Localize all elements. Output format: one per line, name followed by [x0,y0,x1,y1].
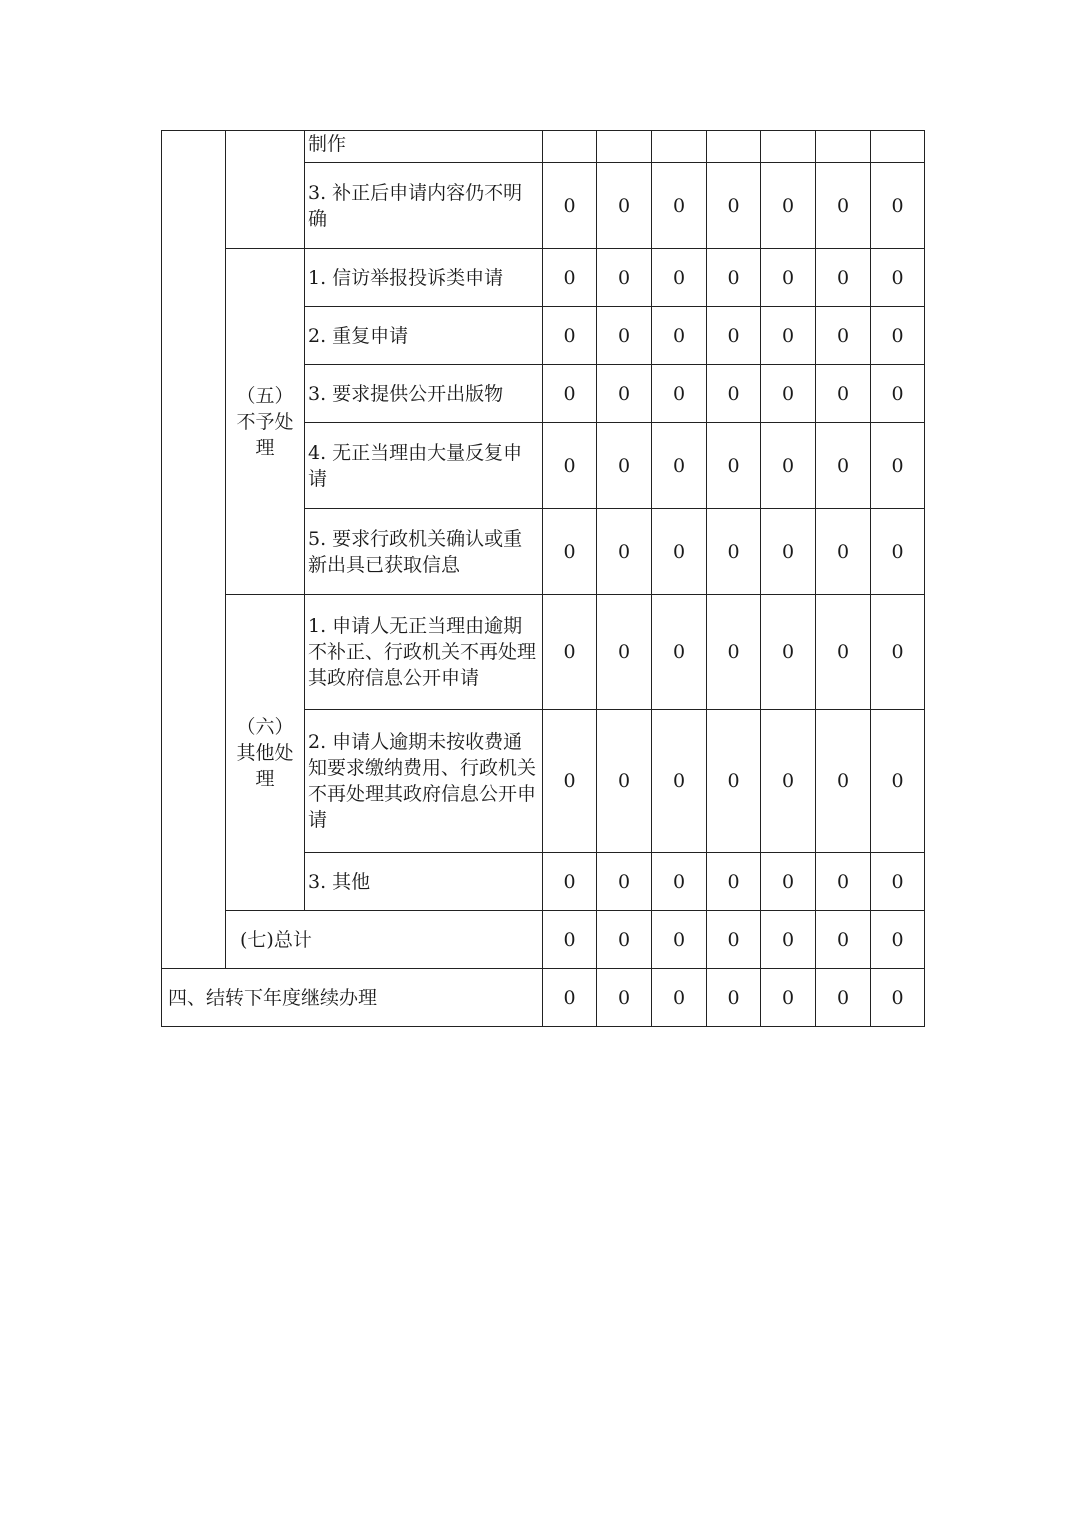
value-cell: 0 [761,163,816,249]
value-cell [761,131,816,163]
value-cell: 0 [761,509,816,595]
value-cell: 0 [816,163,871,249]
group-label-line: 理 [255,767,275,790]
value-cell: 0 [761,911,816,969]
row-label: 制作 [305,131,543,163]
value-cell: 0 [597,423,652,509]
value-cell: 0 [597,969,652,1027]
value-cell: 0 [761,595,816,710]
value-cell: 0 [761,365,816,423]
value-cell: 0 [707,911,761,969]
table-row [162,249,925,307]
value-cell: 0 [707,163,761,249]
value-cell: 0 [597,595,652,710]
value-cell [871,131,925,163]
value-cell: 0 [597,307,652,365]
value-cell: 0 [871,969,925,1027]
value-cell: 0 [597,509,652,595]
value-cell: 0 [597,365,652,423]
value-cell: 0 [543,249,597,307]
value-cell: 0 [652,595,707,710]
value-cell: 0 [543,509,597,595]
value-cell: 0 [597,911,652,969]
value-cell: 0 [871,710,925,853]
value-cell: 0 [652,307,707,365]
value-cell [816,131,871,163]
group-label-liu [226,595,305,911]
value-cell: 0 [543,710,597,853]
value-cell: 0 [871,423,925,509]
value-cell: 0 [816,710,871,853]
value-cell: 0 [871,911,925,969]
value-cell: 0 [871,163,925,249]
value-cell [597,131,652,163]
carryover-label: 四、结转下年度继续办理 [162,969,543,1027]
row-label: 4. 无正当理由大量反复申请 [305,423,543,509]
value-cell: 0 [543,853,597,911]
value-cell: 0 [871,307,925,365]
value-cell: 0 [543,595,597,710]
value-cell: 0 [707,853,761,911]
value-cell: 0 [871,853,925,911]
value-cell: 0 [816,911,871,969]
group-label-line: 理 [255,436,275,459]
value-cell: 0 [652,710,707,853]
table-row [162,969,925,1027]
row-label: 2. 申请人逾期未按收费通知要求缴纳费用、行政机关不再处理其政府信息公开申请 [305,710,543,853]
value-cell [543,131,597,163]
value-cell: 0 [707,249,761,307]
value-cell: 0 [816,969,871,1027]
value-cell: 0 [761,969,816,1027]
value-cell: 0 [543,911,597,969]
value-cell: 0 [652,249,707,307]
value-cell: 0 [871,249,925,307]
value-cell: 0 [871,509,925,595]
row-label: 2. 重复申请 [305,307,543,365]
value-cell: 0 [761,423,816,509]
value-cell: 0 [816,509,871,595]
statistics-table [161,130,925,1027]
value-cell: 0 [597,163,652,249]
value-cell: 0 [652,911,707,969]
value-cell: 0 [816,307,871,365]
value-cell: 0 [543,423,597,509]
group-cell-continued [226,131,305,249]
value-cell: 0 [707,423,761,509]
value-cell: 0 [707,307,761,365]
group-label-line: 不予处 [236,410,294,433]
total-label: (七)总计 [226,911,543,969]
row-label: 3. 补正后申请内容仍不明确 [305,163,543,249]
group-label-line: 其他处 [236,741,294,764]
value-cell: 0 [707,710,761,853]
table-body [162,131,925,1027]
value-cell: 0 [816,595,871,710]
value-cell: 0 [652,509,707,595]
value-cell: 0 [761,853,816,911]
value-cell: 0 [597,853,652,911]
row-label: 3. 要求提供公开出版物 [305,365,543,423]
value-cell: 0 [707,365,761,423]
value-cell: 0 [652,163,707,249]
table-row [162,911,925,969]
value-cell: 0 [543,307,597,365]
group-label-wu [226,249,305,595]
value-cell [652,131,707,163]
value-cell: 0 [816,853,871,911]
group-label-line: （五） [236,384,294,407]
value-cell: 0 [652,853,707,911]
value-cell: 0 [871,595,925,710]
value-cell: 0 [543,365,597,423]
table-row [162,131,925,163]
value-cell: 0 [816,249,871,307]
value-cell: 0 [761,249,816,307]
value-cell: 0 [543,969,597,1027]
value-cell: 0 [597,249,652,307]
value-cell: 0 [707,595,761,710]
section-merged-cell [162,131,226,969]
row-label: 5. 要求行政机关确认或重新出具已获取信息 [305,509,543,595]
value-cell: 0 [707,509,761,595]
value-cell: 0 [652,969,707,1027]
row-label: 3. 其他 [305,853,543,911]
group-label-line: （六） [236,715,294,738]
value-cell: 0 [652,423,707,509]
value-cell: 0 [597,710,652,853]
value-cell: 0 [761,307,816,365]
value-cell [707,131,761,163]
value-cell: 0 [816,423,871,509]
row-label: 1. 申请人无正当理由逾期不补正、行政机关不再处理其政府信息公开申请 [305,595,543,710]
table-row [162,595,925,710]
value-cell: 0 [761,710,816,853]
value-cell: 0 [707,969,761,1027]
value-cell: 0 [816,365,871,423]
value-cell: 0 [543,163,597,249]
value-cell: 0 [652,365,707,423]
row-label: 1. 信访举报投诉类申请 [305,249,543,307]
value-cell: 0 [871,365,925,423]
